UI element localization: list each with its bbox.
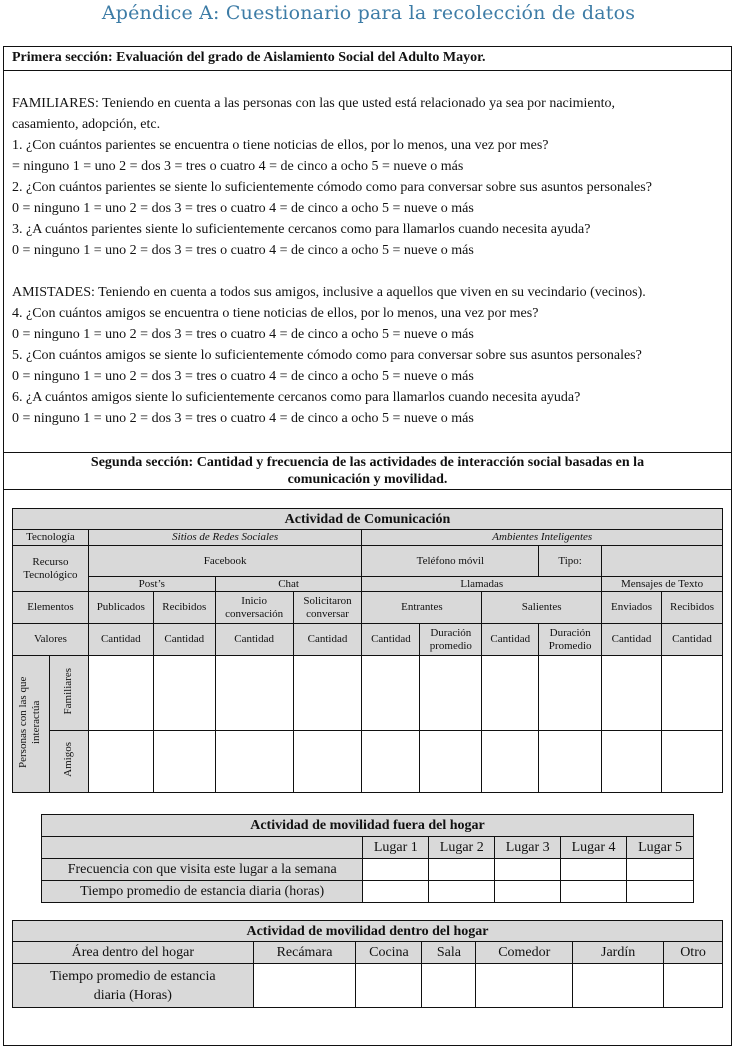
llamadas-header: Llamadas: [362, 577, 602, 592]
lugar-header: Lugar 4: [561, 837, 627, 859]
scale-5: 0 = ninguno 1 = uno 2 = dos 3 = tres o cuatro 4 = de cinco a ocho 5 = nueve o más: [12, 369, 474, 384]
mensajes-header: Mensajes de Texto: [602, 577, 723, 592]
table-row-familiares: [13, 656, 723, 731]
input-cell[interactable]: [539, 731, 602, 793]
mobility-outside-caption: Actividad de movilidad fuera del hogar: [42, 815, 694, 837]
familiares-intro: FAMILIARES: Teniendo en cuenta a las personas con las que usted está relacionado ya sea por nacimiento,: [12, 96, 616, 111]
recibidos-header: Recibidos: [153, 592, 215, 624]
elementos-label: Elementos: [13, 592, 89, 624]
entrantes-header: Entrantes: [362, 592, 482, 624]
valor-cell: Cantidad: [293, 624, 362, 656]
posts-header: Post’s: [88, 577, 215, 592]
scale-4: 0 = ninguno 1 = uno 2 = dos 3 = tres o cuatro 4 = de cinco a ocho 5 = nueve o más: [12, 327, 474, 342]
tipo-field[interactable]: [602, 546, 723, 577]
recibidos-sms-header: Recibidos: [661, 592, 722, 624]
lugar-header: Lugar 1: [363, 837, 429, 859]
valor-cell: Cantidad: [661, 624, 722, 656]
input-cell[interactable]: [362, 731, 420, 793]
input-cell[interactable]: [363, 881, 429, 903]
input-cell[interactable]: [356, 964, 422, 1008]
valor-cell: Cantidad: [215, 624, 293, 656]
valores-label: Valores: [13, 624, 89, 656]
input-cell[interactable]: [476, 964, 573, 1008]
input-cell[interactable]: [482, 731, 539, 793]
input-cell[interactable]: [661, 731, 722, 793]
area-header: Cocina: [356, 942, 422, 964]
familiares-intro-cont: casamiento, adopción, etc.: [12, 117, 161, 132]
input-cell[interactable]: [429, 881, 495, 903]
input-cell[interactable]: [293, 731, 362, 793]
question-1: 1. ¿Con cuántos parientes se encuentra o tiene noticias de ellos, por lo menos, una vez por mes?: [12, 138, 549, 153]
scale-1: = ninguno 1 = uno 2 = dos 3 = tres o cuatro 4 = de cinco a ocho 5 = nueve o más: [12, 159, 464, 174]
amistades-intro: AMISTADES: Teniendo en cuenta a todos sus amigos, inclusive a aquellos que viven en su vecindario (vecinos).: [12, 285, 646, 300]
input-cell[interactable]: [88, 656, 153, 731]
salientes-header: Salientes: [482, 592, 602, 624]
enviados-header: Enviados: [602, 592, 662, 624]
area-label: Área dentro del hogar: [13, 942, 254, 964]
input-cell[interactable]: [420, 656, 482, 731]
section2-title: Segunda sección: Cantidad y frecuencia de las actividades de interacción social basadas en la comunicación y movilidad.: [4, 452, 731, 490]
scale-3: 0 = ninguno 1 = uno 2 = dos 3 = tres o cuatro 4 = de cinco a ocho 5 = nueve o más: [12, 243, 474, 258]
question-4: 4. ¿Con cuántos amigos se encuentra o tiene noticias de ellos, por lo menos, una vez por mes?: [12, 306, 539, 321]
input-cell[interactable]: [602, 656, 662, 731]
publicados-header: Publicados: [88, 592, 153, 624]
table-row: [42, 881, 694, 903]
input-cell[interactable]: [627, 881, 694, 903]
section1-title: Primera sección: Evaluación del grado de Aislamiento Social del Adulto Mayor.: [4, 47, 731, 71]
tiempo-label: Tiempo promedio de estancia diaria (horas): [42, 881, 363, 903]
valor-cell: Cantidad: [602, 624, 662, 656]
personas-label: Personas con las que interactúa: [13, 656, 50, 793]
area-header: Otro: [664, 942, 723, 964]
input-cell[interactable]: [363, 859, 429, 881]
input-cell[interactable]: [482, 656, 539, 731]
input-cell[interactable]: [561, 881, 627, 903]
chat-header: Chat: [215, 577, 362, 592]
lugar-header: Lugar 2: [429, 837, 495, 859]
input-cell[interactable]: [253, 964, 356, 1008]
blank-header: [42, 837, 363, 859]
valor-cell: Cantidad: [88, 624, 153, 656]
lugar-header: Lugar 5: [627, 837, 694, 859]
facebook-header: Facebook: [88, 546, 362, 577]
tecnologia-label: Tecnología: [13, 530, 89, 546]
table-row: [42, 859, 694, 881]
question-5: 5. ¿Con cuántos amigos se siente lo suficientemente cómodo como para conversar sobre sus asuntos personales?: [12, 348, 642, 363]
area-header: Comedor: [476, 942, 573, 964]
input-cell[interactable]: [573, 964, 664, 1008]
section1-body: [12, 93, 724, 429]
inicio-conversacion-header: Inicio conversación: [215, 592, 293, 624]
telefono-header: Teléfono móvil: [362, 546, 539, 577]
mobility-inside-table: [12, 920, 723, 1008]
table-row: [13, 964, 723, 1008]
input-cell[interactable]: [422, 964, 476, 1008]
amigos-label: Amigos: [49, 731, 88, 793]
input-cell[interactable]: [602, 731, 662, 793]
input-cell[interactable]: [561, 859, 627, 881]
valor-cell: Cantidad: [153, 624, 215, 656]
input-cell[interactable]: [362, 656, 420, 731]
recurso-label: Recurso Tecnológico: [13, 546, 89, 592]
frecuencia-label: Frecuencia con que visita este lugar a la semana: [42, 859, 363, 881]
input-cell[interactable]: [215, 656, 293, 731]
area-header: Recámara: [253, 942, 356, 964]
communication-table: [12, 508, 723, 793]
tipo-label: Tipo:: [539, 546, 602, 577]
area-header: Jardín: [573, 942, 664, 964]
scale-2: 0 = ninguno 1 = uno 2 = dos 3 = tres o cuatro 4 = de cinco a ocho 5 = nueve o más: [12, 201, 474, 216]
input-cell[interactable]: [661, 656, 722, 731]
lugar-header: Lugar 3: [495, 837, 561, 859]
redes-sociales-header: Sitios de Redes Sociales: [88, 530, 362, 546]
familiares-label: Familiares: [49, 656, 88, 731]
table-row-amigos: [13, 731, 723, 793]
input-cell[interactable]: [420, 731, 482, 793]
input-cell[interactable]: [627, 859, 694, 881]
question-2: 2. ¿Con cuántos parientes se siente lo suficientemente cómodo como para conversar sobre sus asuntos personales?: [12, 180, 652, 195]
tiempo-estancia-label: Tiempo promedio de estancia diaria (Horas): [13, 964, 254, 1008]
input-cell[interactable]: [539, 656, 602, 731]
valor-cell: Duración Promedio: [539, 624, 602, 656]
input-cell[interactable]: [153, 731, 215, 793]
input-cell[interactable]: [495, 859, 561, 881]
ambientes-header: Ambientes Inteligentes: [362, 530, 723, 546]
input-cell[interactable]: [495, 881, 561, 903]
communication-caption: Actividad de Comunicación: [13, 509, 723, 530]
area-header: Sala: [422, 942, 476, 964]
scale-6: 0 = ninguno 1 = uno 2 = dos 3 = tres o cuatro 4 = de cinco a ocho 5 = nueve o más: [12, 411, 474, 426]
valor-cell: Duración promedio: [420, 624, 482, 656]
input-cell[interactable]: [215, 731, 293, 793]
question-3: 3. ¿A cuántos parientes siente lo suficientemente cercanos como para llamarlos cuando necesita ayuda?: [12, 222, 591, 237]
question-6: 6. ¿A cuántos amigos siente lo suficientemente cercanos como para llamarlos cuando necesita ayuda?: [12, 390, 581, 405]
page-title: Apéndice A: Cuestionario para la recolección de datos: [101, 2, 636, 24]
solicitaron-conversar-header: Solicitaron conversar: [293, 592, 362, 624]
input-cell[interactable]: [293, 656, 362, 731]
valor-cell: Cantidad: [362, 624, 420, 656]
input-cell[interactable]: [153, 656, 215, 731]
mobility-inside-caption: Actividad de movilidad dentro del hogar: [13, 921, 723, 942]
mobility-outside-table: [41, 814, 694, 903]
input-cell[interactable]: [88, 731, 153, 793]
input-cell[interactable]: [429, 859, 495, 881]
valor-cell: Cantidad: [482, 624, 539, 656]
input-cell[interactable]: [664, 964, 723, 1008]
